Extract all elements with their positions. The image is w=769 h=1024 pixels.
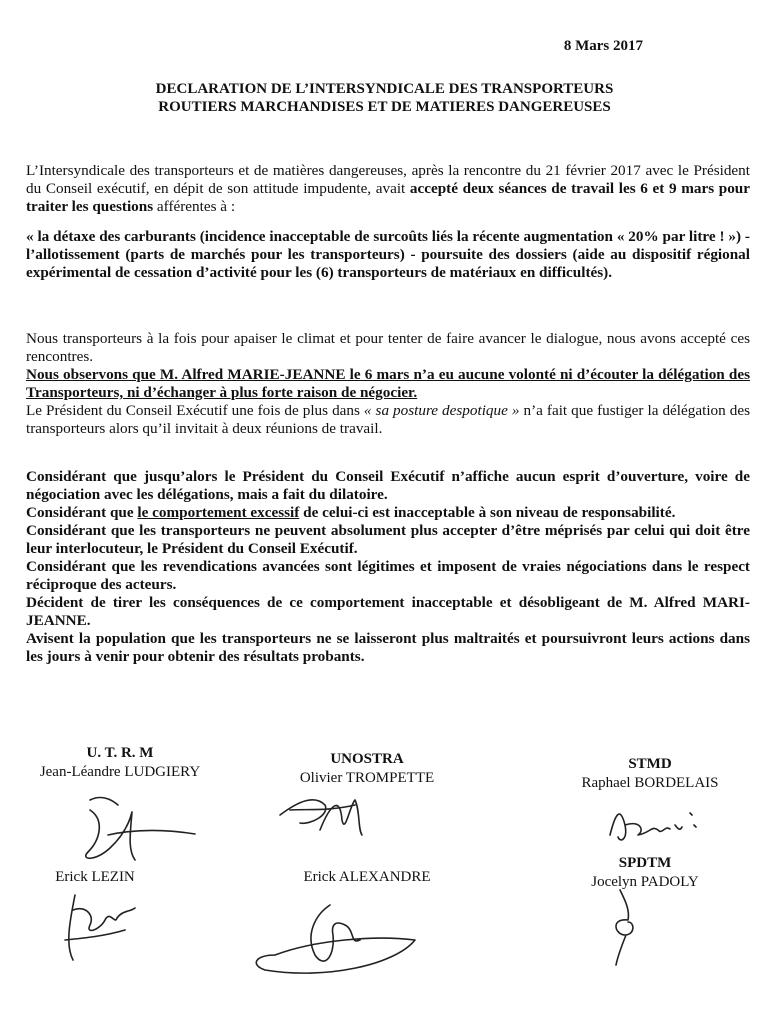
posture-text-c: n’a fait que fustiger la délégation des transporteurs alors qu’il invitait à deux réunions de travail.: [26, 402, 750, 437]
considerant-4: Considérant que les revendications avancées sont légitimes et imposent de vraies négociations dans le respect réciproque des acteurs.: [26, 558, 750, 593]
signature-org: STMD: [628, 756, 672, 772]
middle-section: [26, 330, 750, 438]
posture-paragraph: [26, 402, 750, 438]
handwritten-signature-trompette: [270, 775, 380, 845]
signature-block-utrm: [20, 744, 220, 782]
signature-block-stmd: [545, 755, 755, 793]
handwritten-signature-bordelais: [590, 795, 720, 850]
meetings-paragraph: Nous transporteurs à la fois pour apaiser le climat et pour tenter de faire avancer le dialogue, nous avons accepté ces rencontres.: [26, 330, 750, 365]
title-line-1: DECLARATION DE L’INTERSYNDICALE DES TRANSPORTEURS: [155, 81, 614, 97]
considerant-3: Considérant que les transporteurs ne peuvent absolument plus accepter d’être méprisés par celui qui doit être leur interlocuteur, le Président du Conseil Exécutif.: [26, 522, 750, 557]
signature-name: Jean-Léandre LUDGIERY: [39, 764, 201, 780]
signature-org: SPDTM: [618, 855, 672, 871]
considerant-2: [26, 504, 750, 522]
decision-paragraph: Décident de tirer les conséquences de ce comportement inacceptable et désobligeant de M. Alfred MARI-JEANNE.: [26, 594, 750, 629]
document-title: [0, 80, 769, 116]
title-line-2: ROUTIERS MARCHANDISES ET DE MATIERES DANGEREUSES: [158, 99, 611, 115]
signature-name: Erick LEZIN: [55, 869, 135, 885]
intro-text-bold: accepté deux séances de travail les 6 et 9 mars pour traiter les questions: [26, 180, 750, 215]
posture-quote: « sa posture despotique »: [363, 402, 520, 419]
posture-text-a: Le Président du Conseil Exécutif une fois de plus dans: [26, 402, 364, 419]
handwritten-signature-ludgiery: [60, 790, 210, 870]
observation-paragraph: Nous observons que M. Alfred MARIE-JEANNE le 6 mars n’a eu aucune volonté ni d’écouter la délégation des Transporteurs, ni d’échanger à plus forte raison de négocier.: [26, 366, 750, 401]
signature-block-alexandre: [272, 868, 462, 887]
intro-paragraph: [26, 162, 750, 216]
signature-name: Raphael BORDELAIS: [581, 775, 719, 791]
signature-name: Jocelyn PADOLY: [591, 874, 699, 890]
intro-text-c: afférentes à :: [153, 198, 236, 215]
signature-name: Olivier TROMPETTE: [299, 770, 435, 786]
considerant-1: Considérant que jusqu’alors le Président du Conseil Exécutif n’affiche aucun esprit d’ouverture, voire de négociation avec les délégations, mais a fait du dilatoire.: [26, 468, 750, 503]
handwritten-signature-alexandre: [235, 895, 435, 985]
considerant-2-c: de celui-ci est inacceptable à son niveau de responsabilité.: [299, 504, 676, 521]
intro-text-a: L’Intersyndicale des transporteurs et de matières dangereuses, après la rencontre du 21 février 2017 avec le Président du Conseil exécutif, en dépit de son attitude impudente, avait: [26, 162, 750, 197]
signature-org: U. T. R. M: [86, 745, 154, 761]
handwritten-signature-lezin: [45, 880, 155, 970]
considerants-section: [26, 468, 750, 666]
intro-section: [26, 162, 750, 282]
signature-org: UNOSTRA: [330, 751, 404, 767]
demands-paragraph: « la détaxe des carburants (incidence inacceptable de surcoûts liés la récente augmentation « 20% par litre ! ») - l’allotissement (parts de marchés pour les transporteurs) - poursuite des dossiers (aide au dispositif régional expérimental de cessation d’activité pour les (6) transporteurs de matériaux en difficultés).: [26, 228, 750, 281]
notice-paragraph: Avisent la population que les transporteurs ne se laisseront plus maltraités et poursuivront leurs actions dans les jours à venir pour obtenir des résultats probants.: [26, 630, 750, 665]
handwritten-signature-padoly: [590, 880, 660, 970]
considerant-2-underlined: le comportement excessif: [137, 504, 300, 521]
document-date: 8 Mars 2017: [563, 38, 643, 54]
signature-name: Erick ALEXANDRE: [303, 869, 431, 885]
considerant-2-a: Considérant que: [26, 504, 138, 521]
